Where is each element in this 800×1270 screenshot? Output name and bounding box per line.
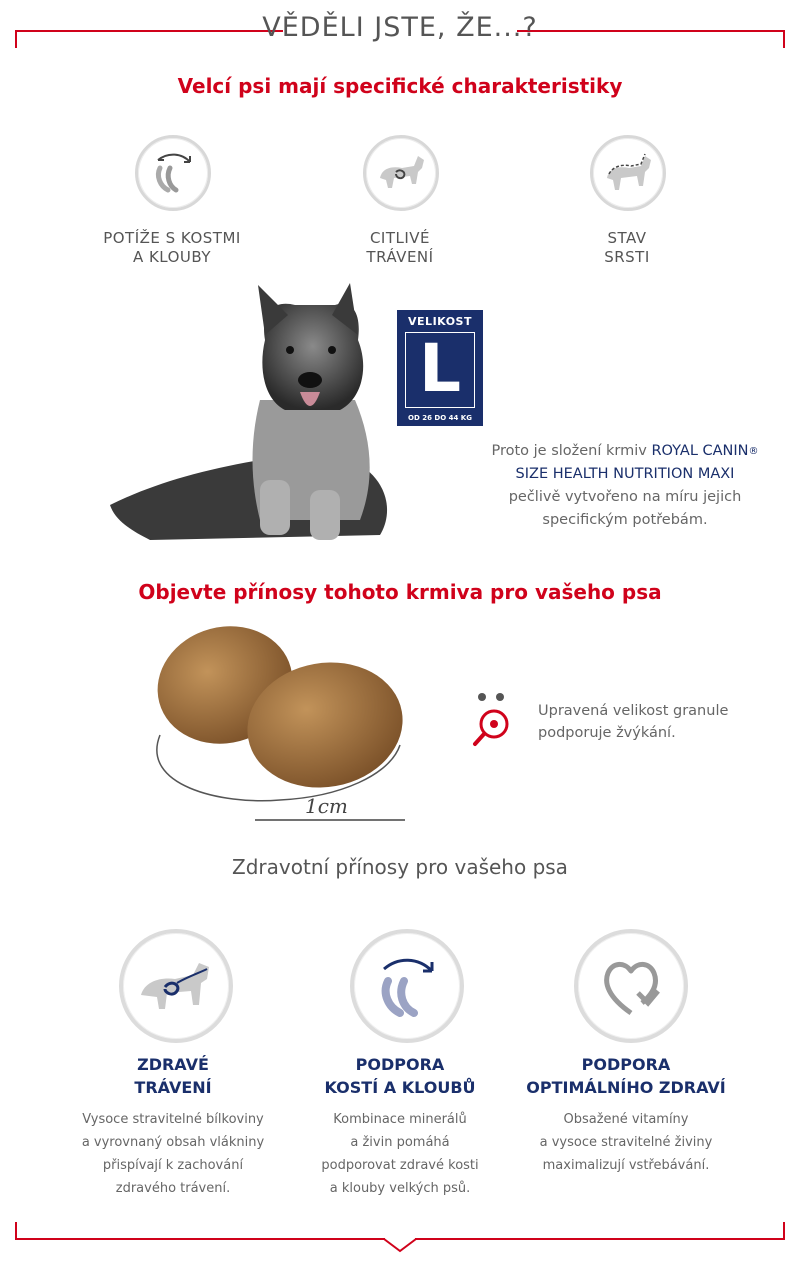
scale-label: 1cm	[305, 794, 348, 818]
joints-benefit-icon	[350, 929, 464, 1043]
feature-label-joints: POTÍŽE S KOSTMI A KLOUBY	[103, 229, 241, 266]
benefit-title-health: PODPORA OPTIMÁLNÍHO ZDRAVÍ	[526, 1055, 726, 1097]
page-title: VĚDĚLI JSTE, ŽE...?	[262, 12, 538, 43]
feature-label-coat: STAV SRSTI	[604, 229, 650, 266]
kibble-image	[140, 615, 410, 830]
health-benefit-icon	[574, 929, 688, 1043]
benefits-heading: Objevte přínosy tohoto krmiva pro vašeho psa	[138, 580, 662, 604]
feature-label-digestion: CITLIVÉ TRÁVENÍ	[366, 229, 434, 266]
frame-bottom-right	[415, 1238, 785, 1240]
digestion-benefit-icon	[119, 929, 233, 1043]
benefit-title-digestion: ZDRAVÉ TRÁVENÍ	[134, 1055, 212, 1097]
coat-dog-icon	[590, 135, 666, 211]
frame-bottom-right-vertical	[783, 1222, 785, 1240]
size-badge: VELIKOST L OD 26 DO 44 KG	[397, 310, 483, 426]
digestion-dog-icon	[363, 135, 439, 211]
frame-bottom-left	[15, 1238, 385, 1240]
chevron-down-icon	[383, 1237, 417, 1253]
benefit-text-digestion: Vysoce stravitelné bílkoviny a vyrovnaný obsah vlákniny přispívají k zachování zdravého trávení.	[81, 1112, 265, 1196]
joints-icon	[135, 135, 211, 211]
kibble-note: Upravená velikost granule podporuje žvýkání.	[538, 703, 729, 741]
german-shepherd-image	[110, 280, 400, 550]
characteristics-heading: Velcí psi mají specifické charakteristiky	[177, 74, 623, 98]
product-description: Proto je složení krmiv ROYAL CANIN® SIZE HEALTH NUTRITION MAXI pečlivě vytvořeno na míru jejich specifickým potřebám.	[491, 443, 759, 528]
benefit-text-health: Obsažené vitamíny a vysoce stravitelné živiny maximalizují vstřebávání.	[539, 1112, 713, 1173]
benefit-text-joints: Kombinace minerálů a živin pomáhá podporovat zdravé kosti a klouby velkých psů.	[321, 1112, 479, 1196]
health-benefits-heading: Zdravotní přínosy pro vašeho psa	[232, 855, 568, 879]
benefit-title-joints: PODPORA KOSTÍ A KLOUBŮ	[324, 1055, 476, 1097]
magnifier-paw-icon	[470, 690, 522, 750]
